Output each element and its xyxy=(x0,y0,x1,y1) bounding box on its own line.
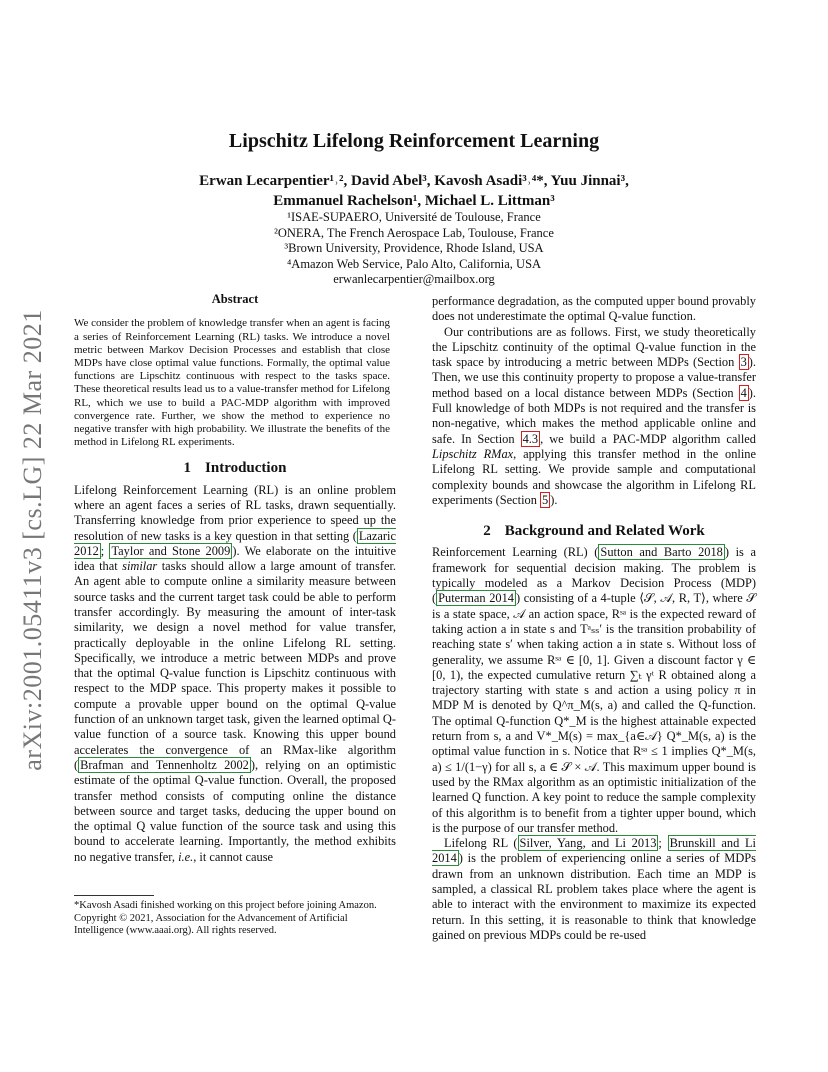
citation-silver[interactable]: Silver, Yang, and Li 2013 xyxy=(519,836,657,851)
citation-sutton[interactable]: Sutton and Barto 2018 xyxy=(600,545,723,560)
citation-lazaric[interactable]: Lazaric 2012 xyxy=(74,528,396,558)
right-column xyxy=(432,294,756,943)
affiliation-4: ⁴Amazon Web Service, Palo Alto, California, USA xyxy=(286,256,542,271)
abstract-heading: Abstract xyxy=(211,292,259,306)
paper-title: Lipschitz Lifelong Reinforcement Learning xyxy=(228,130,600,152)
ref-section-5[interactable]: 5 xyxy=(542,492,549,507)
authors xyxy=(0,171,828,211)
contributions-paragraph: Our contributions are as follows. First, we study theoretically the Lipschitz continuity of the optimal Q-value function in the task space by introducing a metric between MDPs (Section 3 ). Then, we use this continuity property to propose a value-transfer method based on a local distance between MDPs (Section 4 ). Full knowledge of both MDPs is not required and the transfer is non-negative, which makes the method applicable online and safe. In Section 4.3 , we build a PAC-MDP algorithm called Lipschitz RMax, applying this transfer method in the online Lifelong RL setting. We provide sample and computational complexity bounds and showcase the algorithm in Lifelong RL experiments (Section 5 ). xyxy=(432,324,756,507)
affiliation-3: ³Brown University, Providence, Rhode Island, USA xyxy=(284,241,544,255)
citation-brunskill[interactable]: Brunskill and Li 2014 xyxy=(432,836,756,866)
intro-continuation: performance degradation, as the computed upper bound provably does not underestimate the optimal Q-value function. xyxy=(432,294,756,324)
left-column xyxy=(74,292,396,865)
background-paragraph-1: Reinforcement Learning (RL) ( Sutton and Barto 2018 ) is a framework for sequential decision making. The problem is typically modeled as a Markov Decision Process (MDP) ( Puterman 2014 ) consisting of a 4-tuple ⟨𝒮, 𝒜, R, T⟩, where 𝒮 is a state space, 𝒜 an action space, Rˢᵃ is the expected reward of taking action a in state s and Tᵃₛₛ′ is the transition probability of reaching state s′ when taking action a in state s. Without loss of generality, we assume Rˢᵃ ∈ [0, 1]. Given a discount factor γ ∈ [0, 1), the expected cumulative return ∑ₜ γᵗ R obtained along a trajectory starting with state s and action a using policy π in MDP M is denoted by Q^π_M(s, a) and called the Q-function. The optimal Q-function Q*_M is the highest attainable expected return from s, a and V*_M(s) = max_{a∈𝒜} Q*_M(s, a) is the optimal value function in s. Notice that Rˢᵃ ≤ 1 implies Q*_M(s, a) ≤ 1/(1−γ) for all s, a ∈ 𝒮 × 𝒜. This maximum upper bound is used by the RMax algorithm as an optimistic initialization of the learned Q function. A key point to reduce the sample complexity of this algorithm is to benefit from a tighter upper bound, which is the purpose of our transfer method. xyxy=(432,545,756,835)
footnote-star: *Kavosh Asadi finished working on this project before joining Amazon. xyxy=(74,900,377,911)
section-2-number: 2 xyxy=(483,523,491,540)
background-paragraph-2: Lifelong RL ( Silver, Yang, and Li 2013 ; Brunskill and Li 2014 ) is the problem of experiencing online a series of MDPs drawn from an unknown distribution. Each time an MDP is sampled, a classical RL problem takes place where the agent is able to interact with the environment to maximize its expected return. In this setting, it is reasonable to think that knowledge gained on previous MDPs could be re-used xyxy=(432,836,756,942)
affiliations xyxy=(0,210,828,288)
section-2-heading xyxy=(432,524,756,539)
affiliation-1: ¹ISAE-SUPAERO, Université de Toulouse, France xyxy=(287,210,541,224)
section-2-title: Background and Related Work xyxy=(504,523,705,540)
intro-paragraph: Lifelong Reinforcement Learning (RL) is an online problem where an agent faces a series of RL tasks, drawn sequentially. Transferring knowledge from prior experience to speed up the resolution of new tasks is a key question in that setting ( Lazaric 2012 ; Taylor and Stone 2009 ). We elaborate on the intuitive idea that similar tasks should allow a large amount of transfer. An agent able to compute online a similarity measure between source tasks and the current target task could be able to perform transfer accordingly. By measuring the amount of inter-task similarity, we design a novel method for value transfer, practically deployable in the online Lifelong RL setting. Specifically, we introduce a metric between MDPs and prove that the optimal Q-value function is Lipschitz continuous with respect to the MDP space. This property makes it possible to compute a provable upper bound on the optimal Q-value function of an unknown target task, given the learned optimal Q-value function of a source task. Knowing this upper bound accelerates the convergence of an RMax-like algorithm ( Brafman and Tennenholtz 2002 ), relying on an optimistic estimate of the optimal Q-value function. Overall, the proposed transfer method consists of computing online the distance between source and target tasks, deducing the upper bound on the optimal Q value function of the source task and using this bound to accelerate learning. Importantly, the method exhibits no negative transfer, i.e., it cannot cause xyxy=(74,482,397,864)
ref-section-3[interactable]: 3 xyxy=(740,355,747,370)
citation-brafman[interactable]: Brafman and Tennenholtz 2002 xyxy=(80,757,249,772)
section-1-number: 1 xyxy=(183,460,192,477)
citation-taylor[interactable]: Taylor and Stone 2009 xyxy=(111,543,231,558)
affiliation-2: ²ONERA, The French Aerospace Lab, Toulouse, France xyxy=(274,225,554,240)
arxiv-stamp: arXiv:2001.05411v3 [cs.LG] 22 Mar 2021 xyxy=(18,309,47,771)
footnotes xyxy=(74,895,396,938)
section-1-title: Introduction xyxy=(205,460,287,477)
citation-puterman[interactable]: Puterman 2014 xyxy=(438,591,514,606)
copyright-notice: Copyright © 2021, Association for the Advancement of Artificial Intelligence (www.aaai.org). All rights reserved. xyxy=(74,912,348,936)
abstract-text: We consider the problem of knowledge transfer when an agent is facing a series of Reinforcement Learning (RL) tasks. We introduce a novel metric between Markov Decision Processes and establish that close MDPs have close optimal value functions. Formally, the optimal value functions are Lipschitz continuous with respect to the tasks space. These theoretical results lead us to a value-transfer method for Lifelong RL, which we use to build a PAC-MDP algorithm with improved convergence rate. Further, we show the method to experience no negative transfer with high probability. We illustrate the benefits of the method in Lifelong RL experiments. xyxy=(74,317,390,449)
contact-email: erwanlecarpentier@mailbox.org xyxy=(333,272,495,286)
footnote-rule xyxy=(74,895,154,896)
authors-line-1: Erwan Lecarpentier¹˒², David Abel³, Kavosh Asadi³˒⁴*, Yuu Jinnai³, xyxy=(199,173,629,189)
authors-line-2: Emmanuel Rachelson¹, Michael L. Littman³ xyxy=(273,193,555,209)
section-1-heading xyxy=(74,461,396,476)
ref-section-4[interactable]: 4 xyxy=(740,385,747,400)
ref-section-4-3[interactable]: 4.3 xyxy=(522,431,539,446)
